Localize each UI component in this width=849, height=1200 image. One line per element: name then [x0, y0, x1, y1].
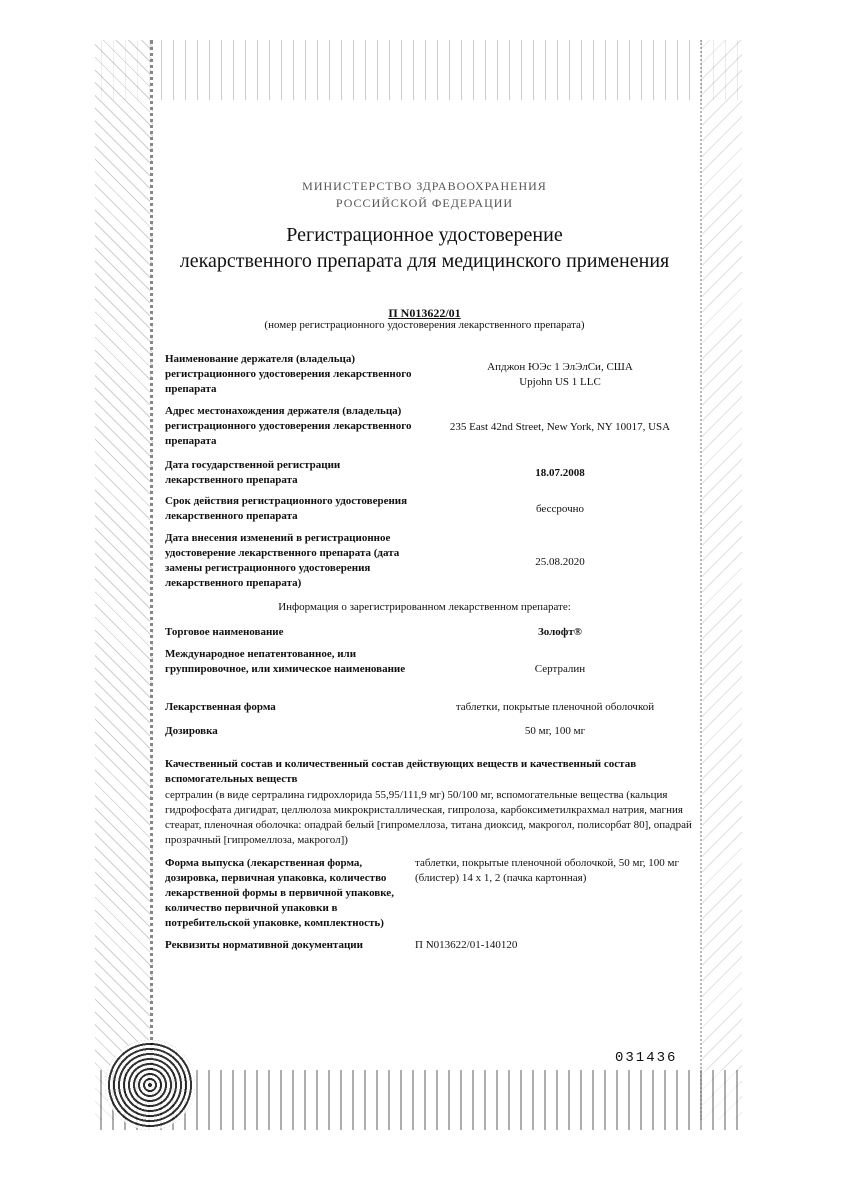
- field-label: Дата внесения изменений в регистрационное удостоверение лекарственного препарата (дата замены регистрационного удостоверения лекарственного препарата): [165, 532, 400, 589]
- serial-number: 031436: [615, 1050, 678, 1066]
- title-line: лекарственного препарата для медицинского применения: [179, 250, 670, 272]
- info-heading: Информация о зарегистрированном лекарственном препарате:: [278, 601, 571, 613]
- rosette-ornament: [105, 1040, 195, 1130]
- field-value: таблетки, покрытые пленочной оболочкой: [455, 701, 655, 713]
- field-value: 25.08.2020: [535, 556, 585, 568]
- field-label: Дозировка: [165, 725, 218, 737]
- field-label: Дата государственной регистрации лекарственного препарата: [165, 459, 341, 486]
- field-value: Апджон ЮЭс 1 ЭлЭлСи, США: [487, 361, 633, 373]
- field-value: 18.07.2008: [535, 467, 585, 479]
- field-label: Форма выпуска (лекарственная форма, дозировка, первичная упаковка, количество лекарственной формы в первичной упаковке, количество первичной упаковки в потребительской упаковке, комплектность): [165, 857, 394, 929]
- ministry-line: РОССИЙСКОЙ ФЕДЕРАЦИИ: [335, 196, 514, 210]
- field-label: Лекарственная форма: [165, 701, 276, 713]
- ministry-header: [0, 178, 849, 212]
- field-value: П N013622/01-140120: [415, 939, 518, 951]
- field-value: 235 East 42nd Street, New York, NY 10017, USA: [449, 421, 671, 433]
- title-line: Регистрационное удостоверение: [286, 224, 563, 246]
- registration-number: П N013622/01: [388, 306, 461, 320]
- composition-heading: Качественный состав и количественный состав действующих веществ и качественный состав вспомогательных веществ: [165, 758, 637, 785]
- field-value: Золофт®: [537, 626, 583, 638]
- field-label: Адрес местонахождения держателя (владельца) регистрационного удостоверения лекарственного препарата: [165, 405, 412, 447]
- field-value: бессрочно: [535, 503, 584, 515]
- registration-number-caption: (номер регистрационного удостоверения лекарственного препарата): [264, 319, 585, 331]
- field-value: Upjohn US 1 LLC: [519, 376, 601, 388]
- field-label: Наименование держателя (владельца) регистрационного удостоверения лекарственного препарата: [165, 353, 412, 395]
- composition-text: сертралин (в виде сертралина гидрохлорида 55,95/111,9 мг) 50/100 мг, вспомогательные вещества (кальция гидрофосфата дигидрат, целлюлоза микрокристаллическая, гипролоза, карбоксиметилкрахмал натрия, магния стеарат, пленочная оболочка: опадрай белый [гипромеллоза, титана диоксид, макрогол, полисорбат 80], опадрай прозрачный [гипромеллоза, макрогол]): [165, 789, 692, 846]
- field-value: Сертралин: [534, 663, 586, 675]
- field-label: Торговое наименование: [165, 626, 284, 638]
- ministry-line: МИНИСТЕРСТВО ЗДРАВООХРАНЕНИЯ: [302, 179, 547, 193]
- decorative-border-top: [95, 40, 740, 100]
- field-label: Реквизиты нормативной документации: [165, 939, 363, 951]
- field-value: таблетки, покрытые пленочной оболочкой, 50 мг, 100 мг (блистер) 14 х 1, 2 (пачка картонная): [415, 857, 679, 884]
- field-label: Международное непатентованное, или группировочное, или химическое наименование: [165, 648, 406, 675]
- document-title: [0, 222, 849, 274]
- field-label: Срок действия регистрационного удостоверения лекарственного препарата: [165, 495, 408, 522]
- field-value: 50 мг, 100 мг: [524, 725, 586, 737]
